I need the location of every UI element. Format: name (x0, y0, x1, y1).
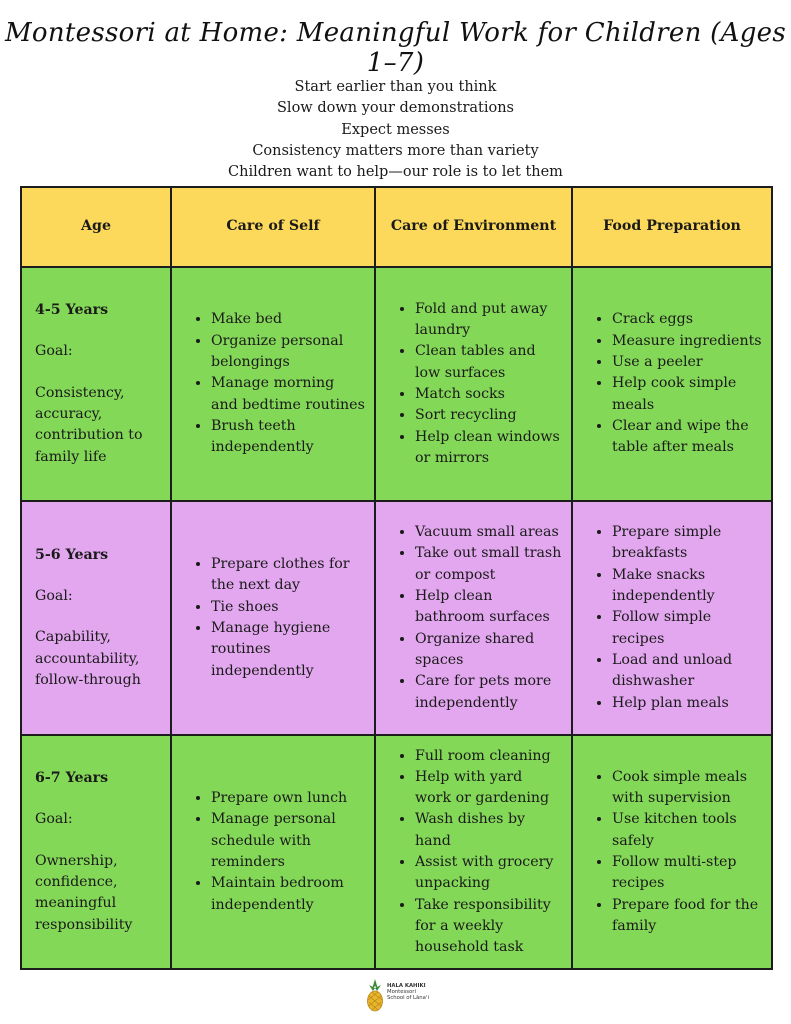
goal-text: Capability, accountability, follow-through (35, 629, 141, 688)
task-item: • Follow simple recipes (612, 607, 762, 650)
task-item: • Use kitchen tools safely (612, 809, 762, 852)
logo-line: HALA KAHIKI (387, 983, 426, 989)
task-list (377, 746, 570, 959)
task-list (574, 767, 770, 937)
task-item: • Tie shoes (211, 597, 365, 618)
task-item: • Make snacks independently (612, 565, 762, 608)
age-cell (21, 267, 171, 501)
goal-label: Goal: (35, 588, 73, 605)
goal-label: Goal: (35, 343, 73, 360)
task-list (377, 522, 570, 714)
task-item: • Measure ingredients (612, 331, 762, 352)
task-item: • Help plan meals (612, 693, 762, 714)
task-item: • Prepare clothes for the next day (211, 554, 365, 597)
task-item: • Wash dishes by hand (415, 809, 562, 852)
task-item: • Prepare food for the family (612, 895, 762, 938)
task-item: • Use a peeler (612, 352, 762, 373)
care-of-environment-cell (375, 267, 572, 501)
tip-item: Children want to help—our role is to let them (228, 164, 563, 181)
task-item: • Help cook simple meals (612, 373, 762, 416)
tip-item: Consistency matters more than variety (252, 142, 539, 159)
tips-list (0, 77, 791, 183)
header-food-preparation: Food Preparation (572, 187, 772, 267)
care-of-self-cell (171, 267, 375, 501)
table-header-row (21, 187, 772, 267)
task-item: • Load and unload dishwasher (612, 650, 762, 693)
header-age: Age (21, 187, 171, 267)
task-list (574, 522, 770, 714)
care-of-environment-cell (375, 735, 572, 969)
food-preparation-cell (572, 267, 772, 501)
task-item: • Assist with grocery unpacking (415, 852, 562, 895)
task-list (574, 309, 770, 458)
food-preparation-cell (572, 735, 772, 969)
task-item: • Clear and wipe the table after meals (612, 416, 762, 459)
goal-label: Goal: (35, 811, 73, 828)
task-item: • Help clean bathroom surfaces (415, 586, 562, 629)
task-item: • Match socks (415, 384, 562, 405)
task-item: • Manage personal schedule with reminders (211, 809, 365, 873)
task-item: • Make bed (211, 309, 365, 330)
task-item: • Organize personal belongings (211, 331, 365, 374)
task-item: • Brush teeth independently (211, 416, 365, 459)
logo-line: School of Lānaʻi (387, 995, 430, 1002)
header-care-of-self: Care of Self (171, 187, 375, 267)
logo-line: Montessori (387, 989, 416, 996)
task-item: • Prepare simple breakfasts (612, 522, 762, 565)
goal-text: Ownership, confidence, meaningful responsibility (35, 852, 133, 933)
task-item: • Manage hygiene routines independently (211, 618, 365, 682)
age-cell (21, 735, 171, 969)
age-cell (21, 501, 171, 735)
table-row (21, 501, 772, 735)
task-item: • Care for pets more independently (415, 671, 562, 714)
care-of-self-cell (171, 735, 375, 969)
task-item: • Help clean windows or mirrors (415, 427, 562, 470)
age-label: 6-7 Years (35, 770, 109, 787)
table-row (21, 735, 772, 969)
task-item: • Sort recycling (415, 405, 562, 426)
tip-item: Expect messes (341, 121, 450, 138)
task-list (377, 299, 570, 469)
task-item: • Manage morning and bedtime routines (211, 373, 365, 416)
task-item: • Organize shared spaces (415, 629, 562, 672)
school-logo (365, 977, 430, 1015)
task-list (173, 788, 373, 916)
food-preparation-cell (572, 501, 772, 735)
goal-text: Consistency, accuracy, contribution to family life (35, 384, 143, 465)
age-label: 5-6 Years (35, 546, 109, 563)
task-item: • Clean tables and low surfaces (415, 341, 562, 384)
work-table (20, 186, 773, 970)
task-item: • Crack eggs (612, 309, 762, 330)
table-row (21, 267, 772, 501)
task-list (173, 554, 373, 682)
task-item: • Vacuum small areas (415, 522, 562, 543)
task-item: • Full room cleaning (415, 746, 562, 767)
task-item: • Take out small trash or compost (415, 543, 562, 586)
task-item: • Prepare own lunch (211, 788, 365, 809)
tip-item: Start earlier than you think (294, 79, 497, 95)
task-list (173, 309, 373, 458)
task-item: • Take responsibility for a weekly household task (415, 895, 562, 959)
tip-item: Slow down your demonstrations (277, 100, 514, 117)
table-body (21, 267, 772, 969)
task-item: • Help with yard work or gardening (415, 767, 562, 810)
task-item: • Cook simple meals with supervision (612, 767, 762, 810)
age-label: 4-5 Years (35, 302, 109, 319)
pineapple-icon (365, 977, 385, 1013)
care-of-environment-cell (375, 501, 572, 735)
page-title: Montessori at Home: Meaningful Work for Children (Ages 1–7) (5, 18, 786, 78)
header-care-of-environment: Care of Environment (375, 187, 572, 267)
care-of-self-cell (171, 501, 375, 735)
task-item: • Fold and put away laundry (415, 299, 562, 342)
task-item: • Maintain bedroom independently (211, 873, 365, 916)
task-item: • Follow multi-step recipes (612, 852, 762, 895)
